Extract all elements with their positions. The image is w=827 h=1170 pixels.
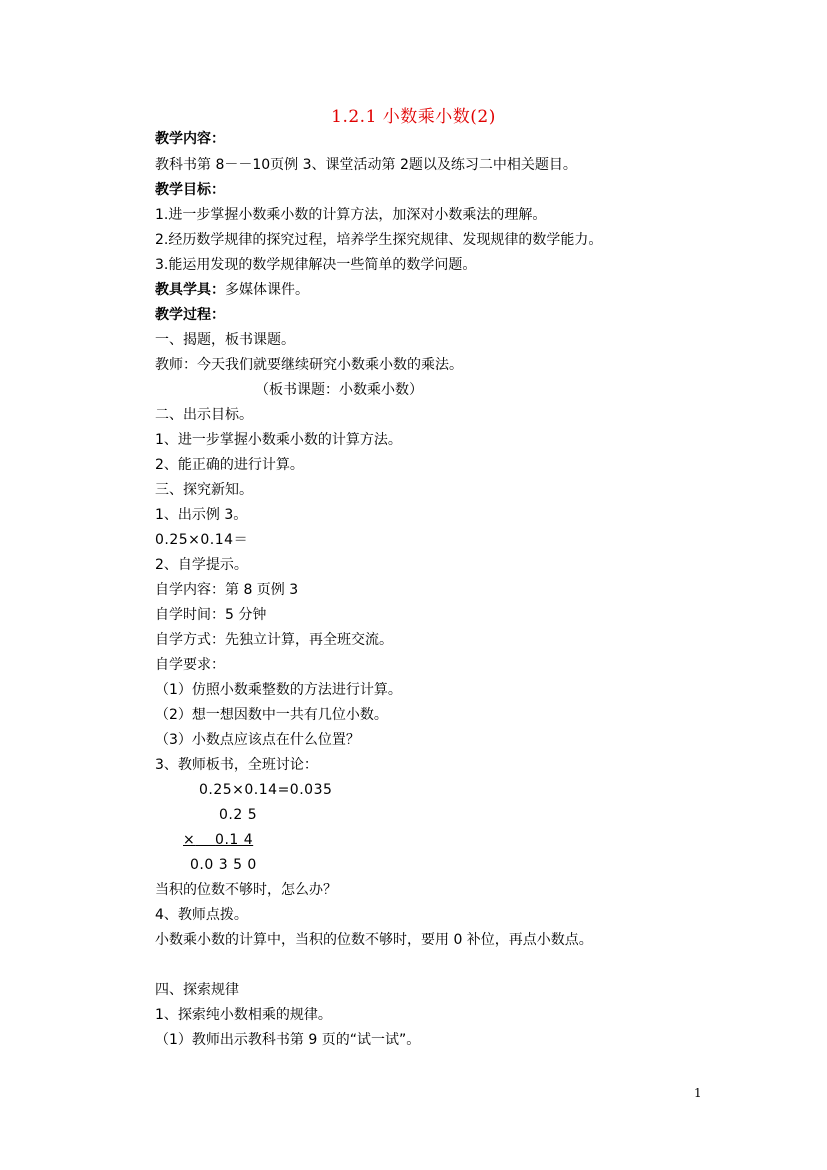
text-line: 自学时间：5 分钟 xyxy=(155,607,267,623)
text-line: （3）小数点应该点在什么位置？ xyxy=(155,732,360,748)
page-title: 1.2.1 小数乘小数(2) xyxy=(331,107,496,127)
text-line: 3.能运用发现的数学规律解决一些简单的数学问题。 xyxy=(155,257,477,273)
calc-factor-2: 0.1 4 xyxy=(215,832,254,848)
calc-multiply-row xyxy=(183,830,253,850)
text-line: 2、自学提示。 xyxy=(155,557,248,573)
text-line: 2.经历数学规律的探究过程，培养学生探究规律、发现规律的数学能力。 xyxy=(155,232,603,248)
section-heading-goals: 教学目标： xyxy=(155,182,225,198)
text-line: （2）想一想因数中一共有几位小数。 xyxy=(155,707,388,723)
text-line: 三、探究新知。 xyxy=(155,482,253,498)
board-title-note: （板书课题：小数乘小数） xyxy=(255,382,423,398)
page-number: 1 xyxy=(694,1086,702,1100)
text-line: 当积的位数不够时，怎么办？ xyxy=(155,882,337,898)
tools-text: 多媒体课件。 xyxy=(225,282,309,298)
times-sign: × xyxy=(183,832,196,848)
text-line: 自学方式：先独立计算，再全班交流。 xyxy=(155,632,393,648)
section-heading-content: 教学内容： xyxy=(155,131,225,147)
calc-factor-1: 0.2 5 xyxy=(219,807,258,823)
text-line: 1.进一步掌握小数乘小数的计算方法，加深对小数乘法的理解。 xyxy=(155,207,547,223)
calc-product: 0.0 3 5 0 xyxy=(190,857,257,873)
text-line-tools xyxy=(155,280,309,300)
example-equation: 0.25×0.14＝ xyxy=(155,532,249,548)
text-line: 教科书第 8－－10页例 3、课堂活动第 2题以及练习二中相关题目。 xyxy=(155,157,577,173)
text-line: 二、出示目标。 xyxy=(155,407,253,423)
text-line: 1、进一步掌握小数乘小数的计算方法。 xyxy=(155,432,402,448)
section-heading-process: 教学过程： xyxy=(155,307,225,323)
text-line: （1）仿照小数乘整数的方法进行计算。 xyxy=(155,682,402,698)
text-line: 2、能正确的进行计算。 xyxy=(155,457,304,473)
text-line: 1、出示例 3。 xyxy=(155,507,248,523)
calc-equation: 0.25×0.14=0.035 xyxy=(199,782,333,798)
text-line: 1、探索纯小数相乘的规律。 xyxy=(155,1007,332,1023)
text-line: （1）教师出示教科书第 9 页的“试一试”。 xyxy=(155,1032,421,1048)
text-line: 小数乘小数的计算中，当积的位数不够时，要用 0 补位，再点小数点。 xyxy=(155,932,593,948)
text-line: 4、教师点拨。 xyxy=(155,907,248,923)
text-line: 教师：今天我们就要继续研究小数乘小数的乘法。 xyxy=(155,357,463,373)
multiply-underline xyxy=(183,832,253,848)
text-line: 四、探索规律 xyxy=(155,982,239,998)
text-line: 一、揭题，板书课题。 xyxy=(155,332,295,348)
section-heading-tools: 教具学具： xyxy=(155,282,225,298)
text-line: 3、教师板书，全班讨论： xyxy=(155,757,318,773)
text-line: 自学内容：第 8 页例 3 xyxy=(155,582,299,598)
text-line: 自学要求： xyxy=(155,657,225,673)
